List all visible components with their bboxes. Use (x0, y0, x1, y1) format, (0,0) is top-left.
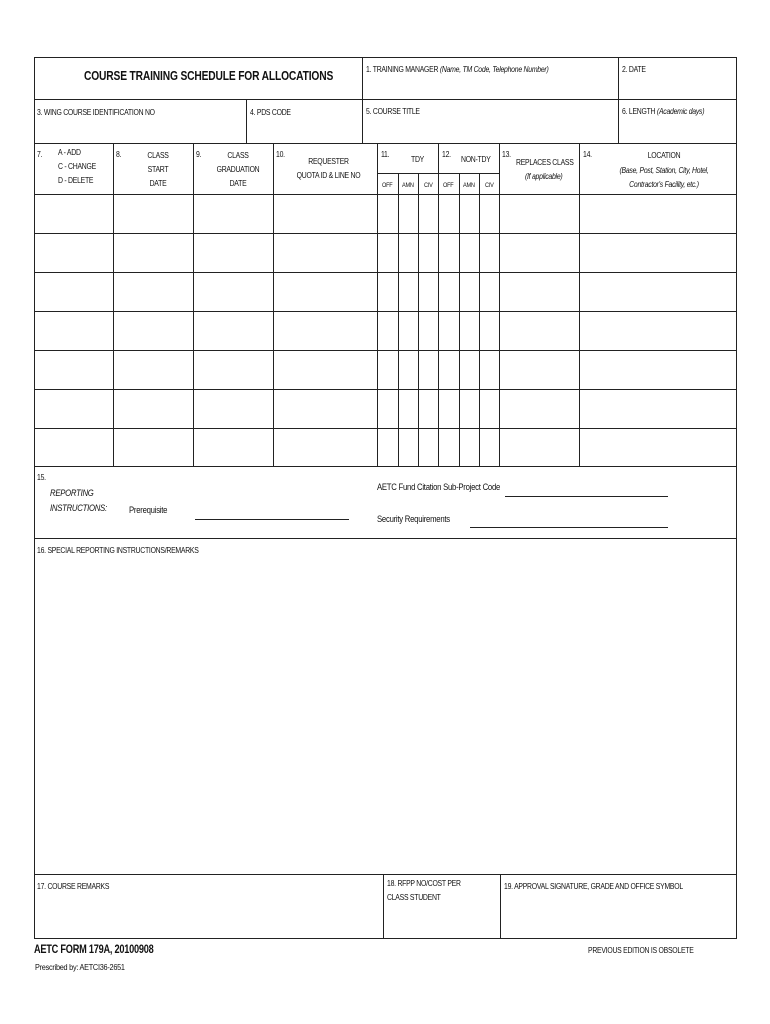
replaces-class-note: (If applicable) (525, 172, 563, 181)
header-divider-b (618, 57, 619, 143)
security-label: Security Requirements (377, 514, 450, 524)
table-row[interactable] (35, 195, 735, 233)
form-title: COURSE TRAINING SCHEDULE FOR ALLOCATIONS (84, 69, 334, 83)
location-label: LOCATION (647, 151, 681, 160)
class-grad-label-3: DATE (229, 179, 247, 188)
col14-number: 14. (583, 150, 592, 159)
sub-col-nontdy-civ: CIV (485, 182, 494, 189)
section19-divider (500, 874, 501, 938)
col11-number: 11. (381, 150, 390, 159)
rfpp-label-2: CLASS STUDENT (387, 893, 441, 902)
section17-top (34, 874, 737, 875)
table-row[interactable] (35, 429, 735, 466)
location-note-2: Contractor's Facility, etc.) (629, 180, 699, 189)
col8-number: 8. (116, 150, 122, 159)
location-note-1: (Base, Post, Station, City, Hotel, (619, 166, 709, 175)
frame-top (34, 57, 737, 58)
reporting-label-1: REPORTING (50, 488, 94, 498)
table-row[interactable] (35, 351, 735, 389)
course-remarks-label[interactable]: 17. COURSE REMARKS (37, 882, 110, 891)
sub-col-tdy-amn: AMN (402, 182, 414, 189)
header-row2-bottom (34, 143, 737, 144)
obsolete-notice: PREVIOUS EDITION IS OBSOLETE (588, 946, 694, 955)
frame-right (736, 57, 737, 938)
special-remarks-label: 16. SPECIAL REPORTING INSTRUCTIONS/REMARKS (37, 546, 199, 555)
section18-divider (383, 874, 384, 938)
col12-number: 12. (442, 150, 451, 159)
prerequisite-label: Prerequisite (129, 505, 168, 515)
sub-col-tdy-civ: CIV (424, 182, 433, 189)
prerequisite-input[interactable] (195, 519, 349, 520)
field-date[interactable]: 2. DATE (622, 65, 646, 74)
col10-number: 10. (276, 150, 285, 159)
requester-label-2: QUOTA ID & LINE NO (296, 171, 361, 180)
tdy-label: TDY (411, 155, 424, 164)
header-row1-bottom (34, 99, 737, 100)
non-tdy-label: NON-TDY (461, 155, 491, 164)
security-input[interactable] (470, 527, 668, 528)
replaces-class-label: REPLACES CLASS (516, 158, 574, 167)
table-row[interactable] (35, 390, 735, 428)
prescribed-by: Prescribed by: AETCI36-2651 (35, 962, 125, 972)
header-divider-a (362, 57, 363, 143)
table-row[interactable] (35, 234, 735, 272)
sub-col-nontdy-amn: AMN (463, 182, 475, 189)
section15-number: 15. (37, 473, 46, 482)
class-grad-label-1: CLASS (227, 151, 249, 160)
field-wing-course-id[interactable]: 3. WING COURSE IDENTIFICATION NO (37, 108, 155, 117)
approval-signature-label[interactable]: 19. APPROVAL SIGNATURE, GRADE AND OFFICE SYMBOL (504, 882, 683, 891)
length-label: 6. LENGTH (622, 107, 656, 116)
training-manager-label: 1. TRAINING MANAGER (366, 65, 439, 74)
requester-label-1: REQUESTER (308, 157, 349, 166)
action-add-label: A - ADD (58, 148, 81, 157)
class-grad-label-2: GRADUATION (216, 165, 260, 174)
sub-col-tdy-off: OFF (382, 182, 393, 189)
rfpp-label-1[interactable]: 18. RFPP NO/COST PER (387, 879, 461, 888)
training-manager-note: (Name, TM Code, Telephone Number) (439, 65, 549, 74)
reporting-label-2: INSTRUCTIONS: (50, 503, 107, 513)
col9-number: 9. (196, 150, 202, 159)
length-note: (Academic days) (656, 107, 705, 116)
action-delete-label: D - DELETE (58, 176, 94, 185)
field-course-title[interactable]: 5. COURSE TITLE (366, 107, 420, 116)
section15-bottom (34, 538, 737, 539)
header-divider-c (246, 99, 247, 143)
class-start-label-2: START (147, 165, 169, 174)
form-number: AETC FORM 179A, 20100908 (34, 944, 154, 956)
fund-code-input[interactable] (505, 496, 668, 497)
field-training-manager[interactable] (366, 64, 548, 75)
col7-number: 7. (37, 150, 43, 159)
class-start-label-1: CLASS (147, 151, 169, 160)
frame-bottom (34, 938, 737, 939)
action-change-label: C - CHANGE (58, 162, 96, 171)
table-row[interactable] (35, 312, 735, 350)
special-remarks-field[interactable] (35, 558, 735, 873)
class-start-label-3: DATE (149, 179, 167, 188)
table-row[interactable] (35, 273, 735, 311)
fund-code-label: AETC Fund Citation Sub-Project Code (377, 482, 501, 492)
field-pds-code[interactable]: 4. PDS CODE (250, 108, 291, 117)
field-length[interactable] (622, 106, 704, 117)
col13-number: 13. (502, 150, 511, 159)
table-bottom (34, 466, 737, 467)
sub-col-nontdy-off: OFF (443, 182, 454, 189)
